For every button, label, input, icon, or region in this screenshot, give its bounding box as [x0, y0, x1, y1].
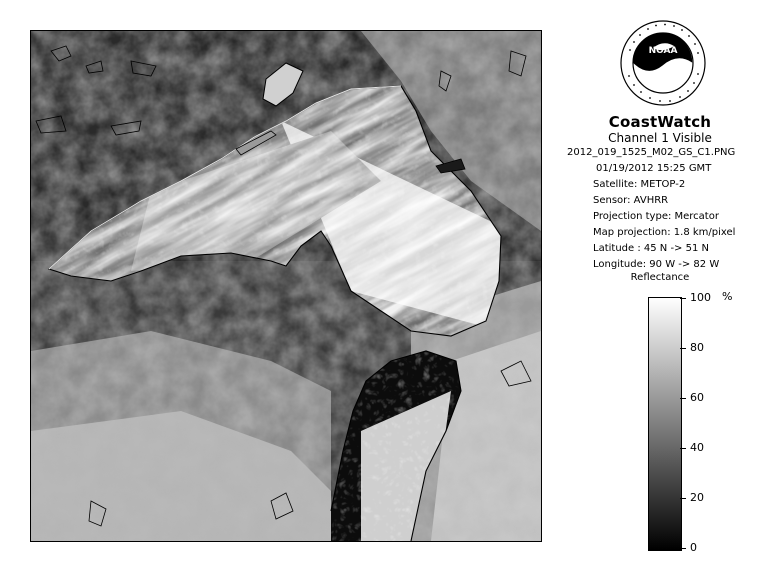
reflectance-colorbar — [648, 297, 682, 551]
colorbar-tick-label: 20 — [690, 491, 704, 504]
colorbar-tick-label: 60 — [690, 391, 704, 404]
colorbar-tick-label: 80 — [690, 341, 704, 354]
colorbar-tick — [680, 498, 686, 499]
logo-text: NOAA — [648, 46, 678, 56]
colorbar-tick — [680, 448, 686, 449]
file-name: 2012_019_1525_M02_GS_C1.PNG — [567, 147, 736, 158]
satellite-map[interactable] — [30, 30, 542, 542]
projection-type-label: Projection type: Mercator — [593, 211, 719, 222]
map-projection-label: Map projection: 1.8 km/pixel — [593, 227, 736, 238]
colorbar-tick — [680, 548, 686, 549]
channel-label: Channel 1 Visible — [608, 131, 712, 145]
colorbar-tick-label: 40 — [690, 441, 704, 454]
colorbar-tick — [680, 348, 686, 349]
longitude-label: Longitude: 90 W -> 82 W — [593, 259, 720, 270]
colorbar-tick — [680, 298, 686, 299]
noaa-logo-icon — [620, 20, 706, 106]
colorbar-tick-label: 100 — [690, 291, 711, 304]
date-time: 01/19/2012 15:25 GMT — [596, 163, 712, 174]
satellite-image — [31, 31, 541, 541]
latitude-label: Latitude : 45 N -> 51 N — [593, 243, 709, 254]
colorbar-tick-label: 0 — [690, 541, 697, 554]
app-title: CoastWatch — [608, 113, 712, 131]
colorbar-tick — [680, 398, 686, 399]
sensor-label: Sensor: AVHRR — [593, 195, 669, 206]
legend-title: Reflectance — [630, 272, 690, 283]
legend-unit: % — [722, 290, 733, 303]
satellite-label: Satellite: METOP-2 — [593, 179, 686, 190]
